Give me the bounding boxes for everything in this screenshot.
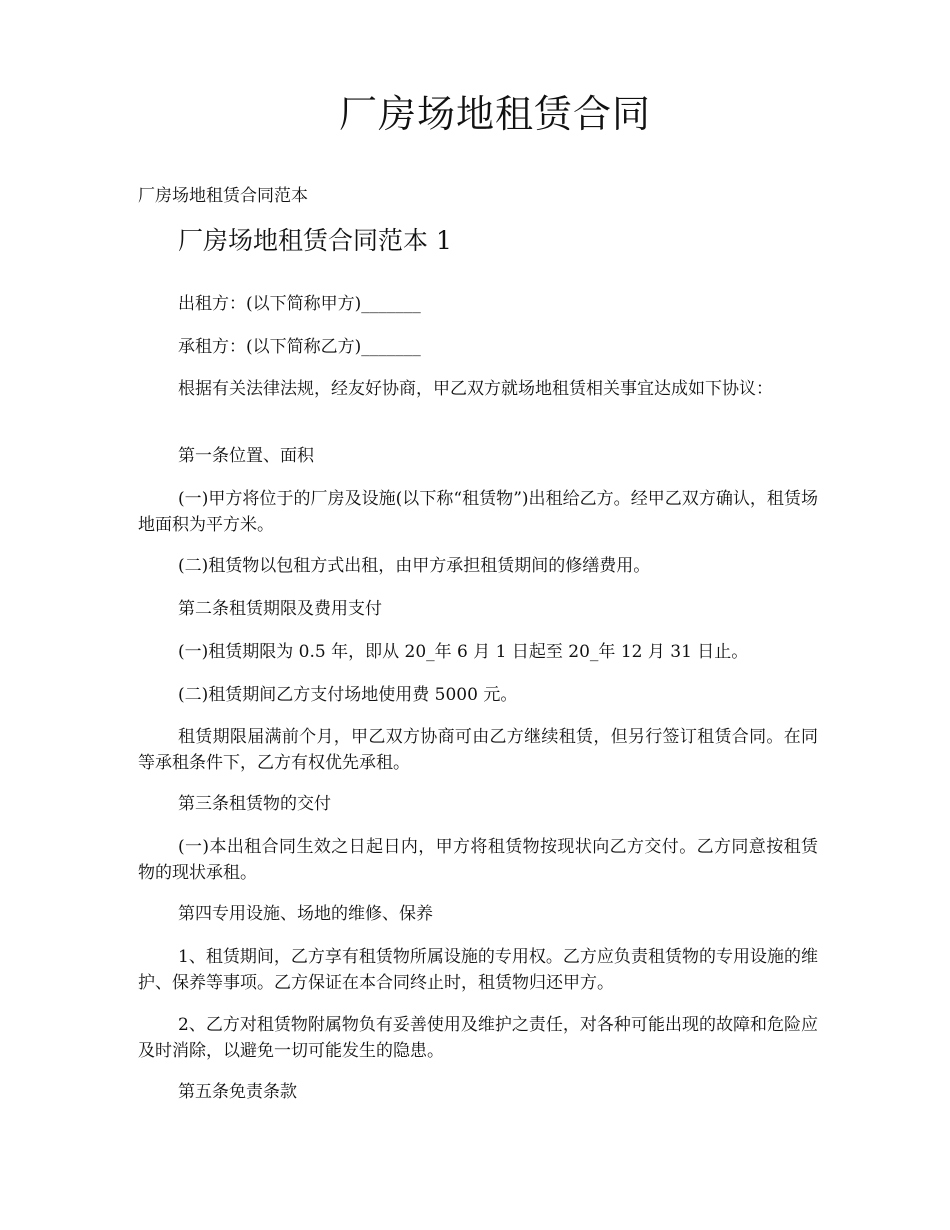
article-2-title: 第二条租赁期限及费用支付 <box>178 599 382 619</box>
article-5-title: 第五条免责条款 <box>178 1082 297 1102</box>
subtitle-large: 厂房场地租赁合同范本 1 <box>178 226 452 255</box>
lessee-line: 承租方：(以下简称乙方)_______ <box>178 337 421 357</box>
subtitle-small: 厂房场地租赁合同范本 <box>138 186 308 206</box>
lessor-line: 出租方：(以下简称甲方)_______ <box>178 294 421 314</box>
article-4-paragraph-1: 1、租赁期间，乙方享有租赁物所属设施的专用权。乙方应负责租赁物的专用设施的维护、保养等事项。乙方保证在本合同终止时，租赁物归还甲方。 <box>138 947 818 993</box>
document-title: 厂房场地租赁合同 <box>338 92 651 136</box>
preamble-paragraph: 根据有关法律法规，经友好协商，甲乙双方就场地租赁相关事宜达成如下协议： <box>178 379 773 399</box>
article-3-title: 第三条租赁物的交付 <box>178 794 331 814</box>
article-2-paragraph-2: (二)租赁期间乙方支付场地使用费 5000 元。 <box>178 685 518 705</box>
article-1-paragraph-1: (一)甲方将位于的厂房及设施(以下称“租赁物”)出租给乙方。经甲乙双方确认，租赁场地面积为平方米。 <box>138 489 818 535</box>
article-2-paragraph-1: (一)租赁期限为 0.5 年，即从 20_年 6 月 1 日起至 20_年 12 月 31 日止。 <box>178 642 749 662</box>
article-1-paragraph-2: (二)租赁物以包租方式出租，由甲方承担租赁期间的修缮费用。 <box>178 556 651 576</box>
article-2-paragraph-3: 租赁期限届满前个月，甲乙双方协商可由乙方继续租赁，但另行签订租赁合同。在同等承租条件下，乙方有权优先承租。 <box>138 727 818 773</box>
article-1-title: 第一条位置、面积 <box>178 446 314 466</box>
article-4-paragraph-2: 2、乙方对租赁物附属物负有妥善使用及维护之责任，对各种可能出现的故障和危险应及时消除，以避免一切可能发生的隐患。 <box>138 1015 818 1061</box>
article-3-paragraph-1: (一)本出租合同生效之日起日内，甲方将租赁物按现状向乙方交付。乙方同意按租赁物的现状承租。 <box>138 837 818 883</box>
article-4-title: 第四专用设施、场地的维修、保养 <box>178 904 433 924</box>
